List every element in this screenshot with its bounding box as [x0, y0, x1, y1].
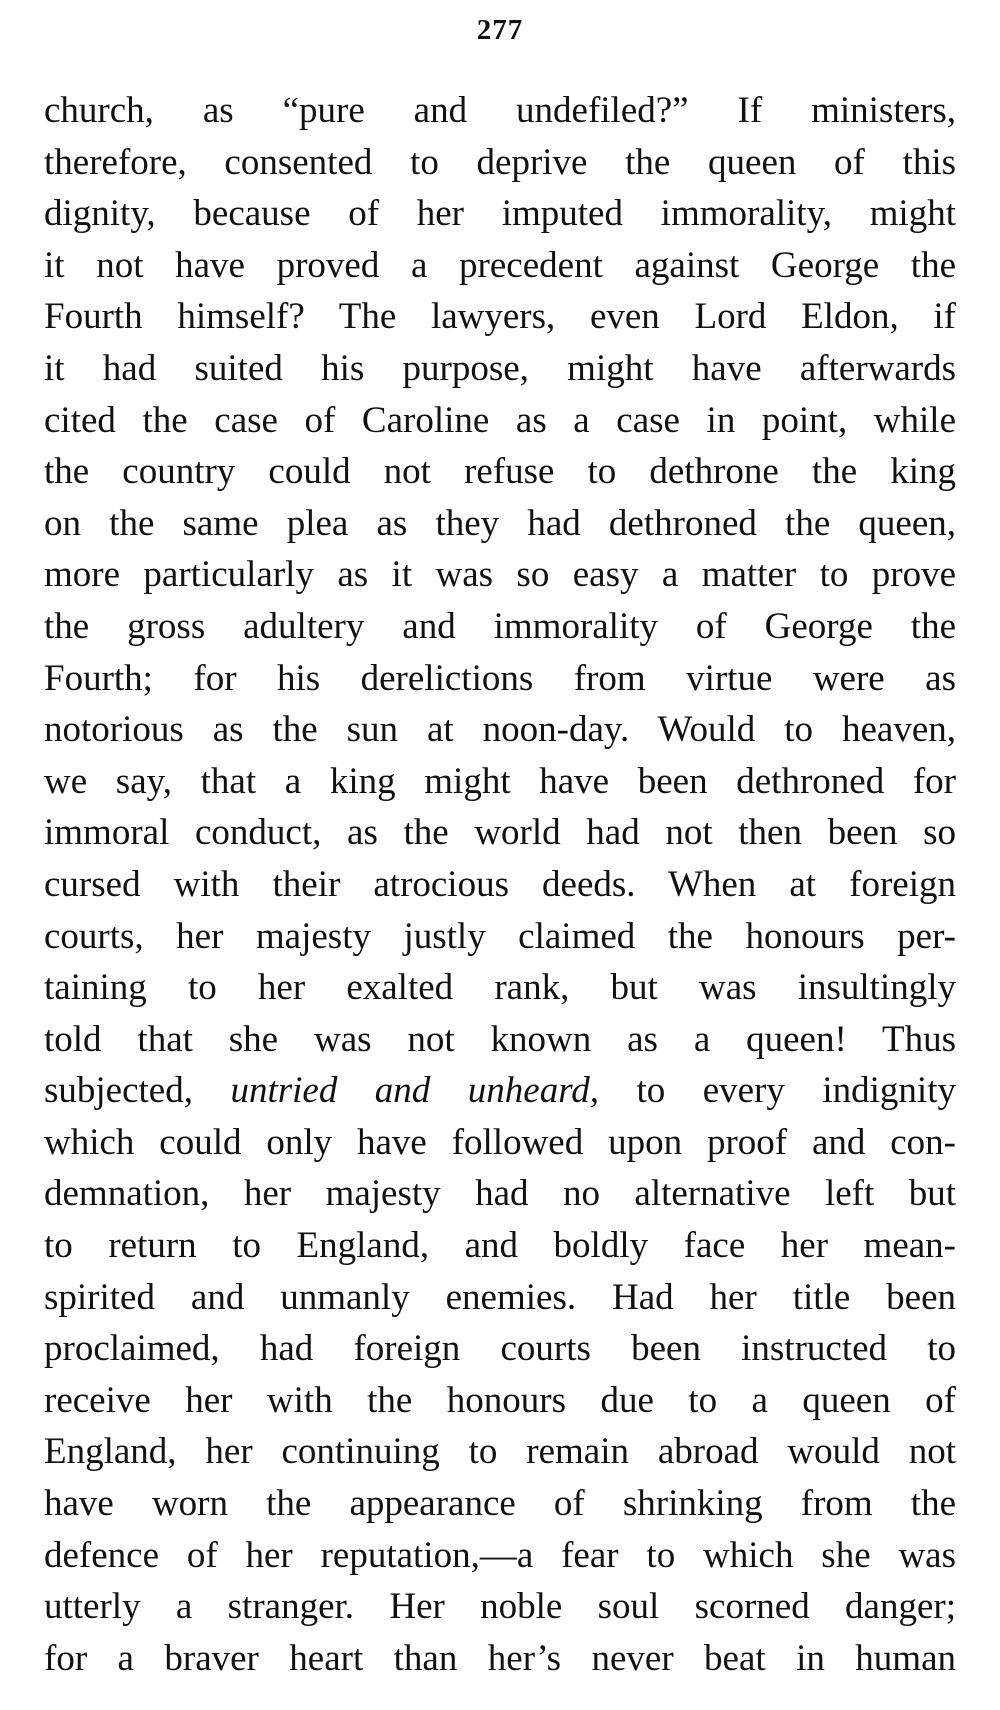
text-segment: to every indignity — [598, 1070, 956, 1112]
text-line: immoral conduct, as the world had not then been so — [44, 812, 956, 854]
text-line: dignity, because of her imputed immorality, might — [44, 193, 956, 235]
text-segment: subjected, — [44, 1070, 231, 1112]
text-line: cited the case of Caroline as a case in point, while — [44, 399, 956, 441]
text-line: have worn the appearance of shrinking from the — [44, 1483, 956, 1525]
text-line: Fourth; for his derelictions from virtue were as — [44, 657, 956, 699]
text-line: notorious as the sun at noon-day. Would to heaven, — [44, 709, 956, 751]
text-line-with-italic — [44, 1065, 956, 1117]
text-line: proclaimed, had foreign courts been instructed to — [44, 1328, 956, 1370]
text-line: therefore, consented to deprive the queen of this — [44, 141, 956, 183]
text-line: receive her with the honours due to a queen of — [44, 1379, 956, 1421]
text-line: the gross adultery and immorality of George the — [44, 605, 956, 647]
text-line: Fourth himself? The lawyers, even Lord Eldon, if — [44, 296, 956, 338]
text-line: spirited and unmanly enemies. Had her title been — [44, 1276, 956, 1318]
text-line: cursed with their atrocious deeds. When at foreign — [44, 863, 956, 905]
text-line: the country could not refuse to dethrone the king — [44, 451, 956, 493]
text-line: defence of her reputation,—a fear to which she was — [44, 1534, 956, 1576]
text-line: it had suited his purpose, might have afterwards — [44, 347, 956, 389]
text-line: utterly a stranger. Her noble soul scorned danger; — [44, 1586, 956, 1628]
page-number: 277 — [476, 14, 524, 46]
text-line: demnation, her majesty had no alternative left but — [44, 1173, 956, 1215]
italic-phrase: untried and unheard, — [230, 1070, 599, 1112]
body-text — [44, 85, 956, 1684]
text-line: on the same plea as they had dethroned the queen, — [44, 502, 956, 544]
text-line: more particularly as it was so easy a matter to prove — [44, 554, 956, 596]
text-line: which could only have followed upon proof and con- — [44, 1121, 956, 1163]
text-line: for a braver heart than her’s never beat in human — [44, 1637, 956, 1679]
text-line: we say, that a king might have been dethroned for — [44, 760, 956, 802]
text-line: told that she was not known as a queen! Thus — [44, 1018, 956, 1060]
text-line: courts, her majesty justly claimed the honours per- — [44, 915, 956, 957]
text-line: church, as “pure and undefiled?” If ministers, — [44, 90, 956, 131]
text-line: to return to England, and boldly face her mean- — [44, 1225, 956, 1267]
text-line: it not have proved a precedent against George the — [44, 244, 956, 286]
text-line: taining to her exalted rank, but was insultingly — [44, 967, 956, 1009]
text-line: England, her continuing to remain abroad would not — [44, 1431, 956, 1473]
